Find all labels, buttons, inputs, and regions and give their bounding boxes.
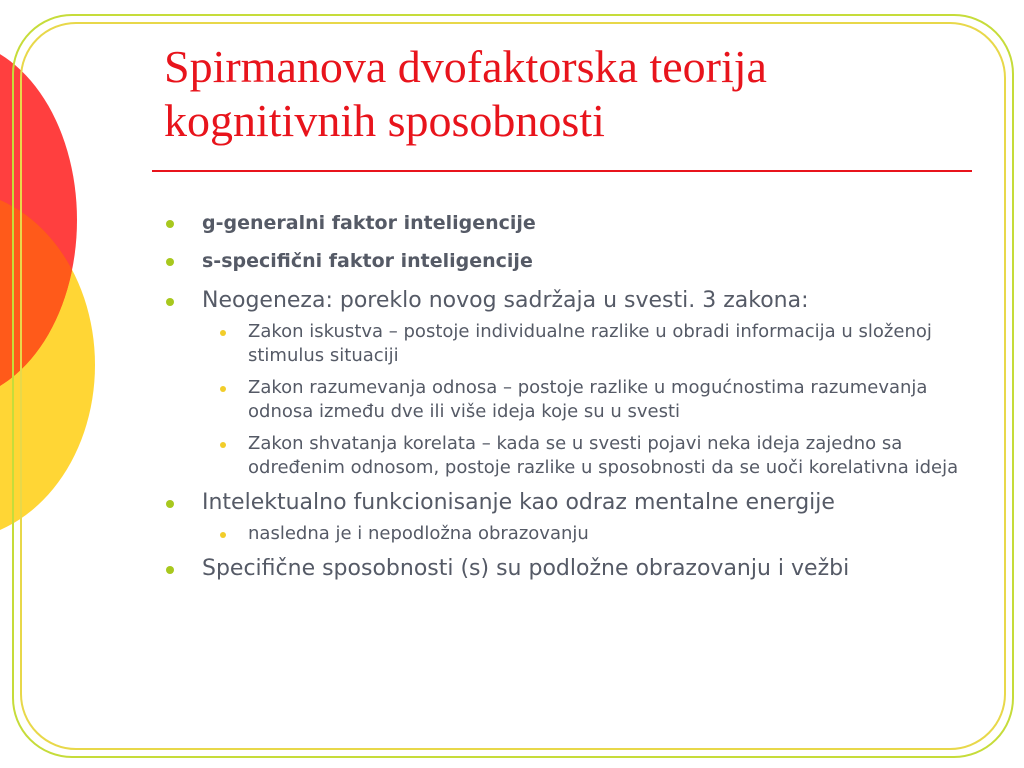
bullet-text: s-specifični faktor inteligencije — [202, 250, 533, 272]
sub-bullet-list — [202, 320, 974, 480]
sub-bullet-list — [202, 522, 974, 546]
title-divider — [152, 170, 972, 172]
bullet-item — [164, 554, 974, 584]
slide-title: Spirmanova dvofaktorska teorija kognitivnih sposobnosti — [164, 41, 767, 146]
bullet-item — [164, 286, 974, 480]
sub-bullet-item: Zakon iskustva – postoje individualne razlike u obradi informacija u složenoj stimulus situaciji — [202, 320, 974, 368]
bullet-text: Intelektualno funkcionisanje kao odraz mentalne energije — [202, 490, 835, 515]
bullet-item — [164, 488, 974, 546]
bullet-text: g-generalni faktor inteligencije — [202, 212, 536, 234]
bullet-text: Neogeneza: poreklo novog sadržaja u svesti. 3 zakona: — [202, 288, 809, 313]
bullet-text: Specifične sposobnosti (s) su podložne obrazovanju i vežbi — [202, 556, 850, 581]
bullet-item — [164, 248, 974, 274]
bullet-list — [164, 210, 974, 592]
sub-bullet-item: Zakon razumevanja odnosa – postoje razlike u mogućnostima razumevanja odnosa između dve ili više ideja koje su u svesti — [202, 376, 974, 424]
sub-bullet-item: nasledna je i nepodložna obrazovanju — [202, 522, 974, 546]
bullet-item — [164, 210, 974, 236]
sub-bullet-item: Zakon shvatanja korelata – kada se u svesti pojavi neka ideja zajedno sa određenim odnosom, postoje razlike u sposobnosti da se uoči korelativna ideja — [202, 432, 974, 480]
